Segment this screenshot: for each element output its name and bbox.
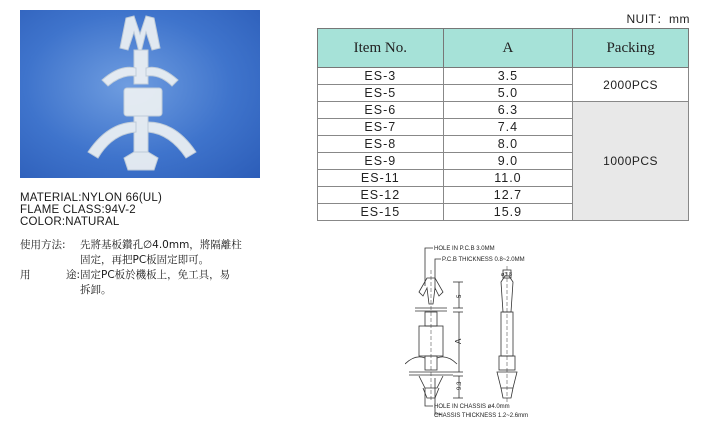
a-cell: 11.0 [443, 170, 573, 187]
item-cell: ES-7 [318, 119, 444, 136]
color-text: COLOR:NATURAL [20, 216, 120, 228]
flame-class-text: FLAME CLASS:94V-2 [20, 204, 136, 216]
unit-label: NUIT：mm [626, 12, 690, 26]
usage-purpose-label-a: 用 [20, 269, 31, 281]
a-cell: 12.7 [443, 187, 573, 204]
table-row [318, 68, 689, 85]
item-cell: ES-6 [318, 102, 444, 119]
table-header-row [318, 29, 689, 68]
technical-drawing [405, 242, 565, 422]
packing-cell-1000: 1000PCS [573, 102, 689, 221]
usage-method-line2: 固定，再把PC板固定即可。 [80, 254, 210, 266]
item-cell: ES-12 [318, 187, 444, 204]
diameter-38-label: ø3.8 [501, 272, 513, 278]
chassis-thickness-label: CHASSIS THICKNESS 1.2~2.6mm [434, 413, 529, 419]
usage-method-line1: 先將基板鑽孔∅4.0mm，將隔離柱 [80, 239, 242, 251]
header-item-no: Item No. [318, 29, 444, 68]
usage-purpose-line2: 拆卸。 [80, 284, 112, 296]
material-text: MATERIAL:NYLON 66(UL) [20, 192, 163, 204]
a-cell: 5.0 [443, 85, 573, 102]
hole-pcb-label: HOLE IN P.C.B 3.0MM [434, 246, 495, 252]
hole-pcb-leader [425, 248, 433, 286]
item-cell: ES-11 [318, 170, 444, 187]
dim-5-label: 5 [457, 294, 463, 298]
item-cell: ES-5 [318, 85, 444, 102]
usage-purpose-label [20, 267, 80, 282]
table-row [318, 102, 689, 119]
a-cell: 7.4 [443, 119, 573, 136]
usage-purpose-label-b: 途: [65, 269, 80, 281]
item-cell: ES-15 [318, 204, 444, 221]
header-packing: Packing [573, 29, 689, 68]
item-cell: ES-8 [318, 136, 444, 153]
item-cell: ES-3 [318, 68, 444, 85]
material-specs [20, 192, 162, 228]
dim-a-label: A [454, 338, 463, 344]
dim-93-label: 9.3 [457, 381, 463, 390]
packing-cell-2000: 2000PCS [573, 68, 689, 102]
hole-chassis-label: HOLE IN CHASSIS ø4.0mm [434, 404, 510, 410]
spec-table [317, 28, 689, 221]
a-cell: 15.9 [443, 204, 573, 221]
a-cell: 3.5 [443, 68, 573, 85]
a-cell: 9.0 [443, 153, 573, 170]
a-cell: 6.3 [443, 102, 573, 119]
pcb-thickness-leader [435, 259, 441, 290]
a-cell: 8.0 [443, 136, 573, 153]
pcb-thickness-label: P.C.B THICKNESS 0.8~2.0MM [442, 257, 525, 263]
header-a: A [443, 29, 573, 68]
item-cell: ES-9 [318, 153, 444, 170]
usage-purpose-line1: 固定PC板於機板上，免工具，易 [80, 269, 231, 281]
product-photo [20, 10, 260, 178]
usage-method-label: 使用方法: [20, 239, 66, 251]
spacer-photo-illustration [20, 10, 260, 178]
